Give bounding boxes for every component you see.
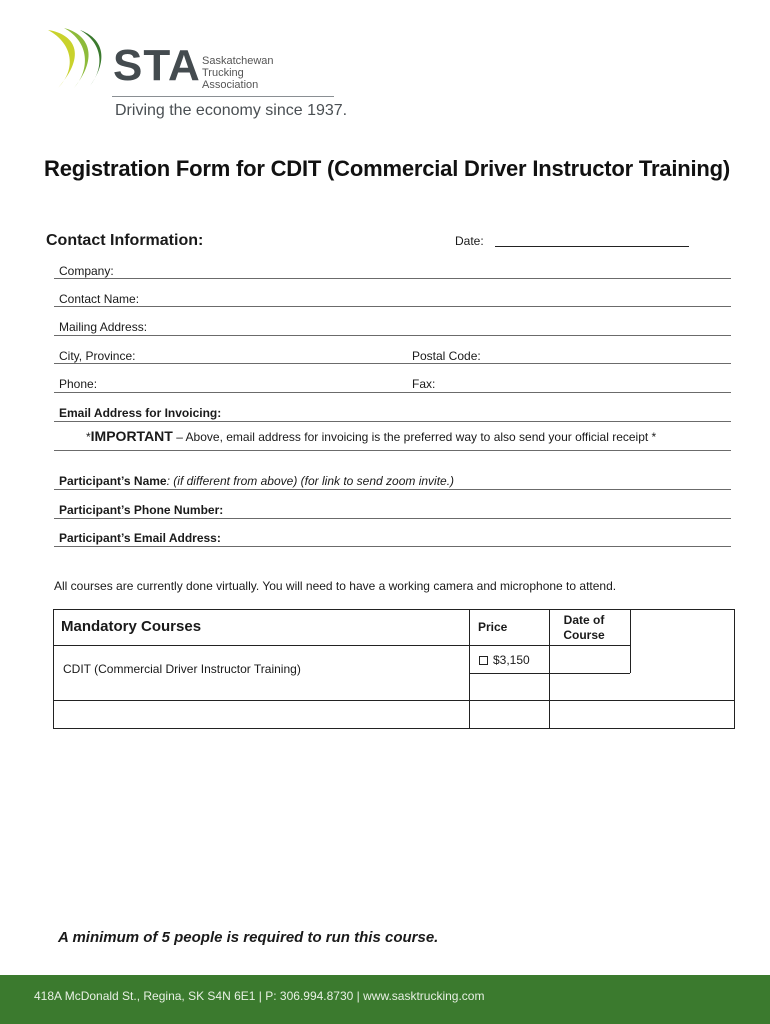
important-note (86, 428, 656, 444)
logo-org-line: Association (202, 79, 259, 91)
table-header-price: Price (478, 620, 508, 634)
minimum-attendance-note: A minimum of 5 people is required to run this course. (58, 929, 439, 946)
table-divider (549, 610, 550, 728)
participant-name-hint: : (if different from above) (for link to send zoom invite.) (166, 474, 455, 488)
phone-label: Phone: (59, 377, 98, 391)
table-header-date-line: Date of (563, 613, 605, 627)
city-province-label: City, Province: (59, 349, 136, 363)
contact-name-field[interactable] (54, 306, 731, 307)
date-field[interactable] (495, 246, 689, 247)
participant-phone-field[interactable] (54, 518, 731, 519)
course-table (53, 609, 735, 729)
page-title: Registration Form for CDIT (Commercial Driver Instructor Training) (44, 156, 731, 181)
important-prefix: * (86, 430, 91, 444)
company-label: Company: (59, 264, 114, 278)
fax-label: Fax: (412, 377, 436, 391)
contact-name-label: Contact Name: (59, 292, 140, 306)
table-divider (469, 610, 470, 728)
city-postal-field[interactable] (54, 363, 731, 364)
important-keyword: IMPORTANT (90, 428, 173, 444)
important-divider (54, 450, 731, 451)
checkbox-icon[interactable] (479, 656, 488, 665)
mailing-address-label: Mailing Address: (59, 320, 148, 334)
date-label: Date: (455, 234, 484, 248)
logo-abbreviation: STA (113, 41, 201, 90)
table-header-courses: Mandatory Courses (61, 618, 202, 635)
email-invoicing-field[interactable] (54, 421, 731, 422)
logo-organization-name (202, 55, 274, 91)
table-divider (630, 610, 631, 673)
table-divider (54, 645, 630, 646)
course-price-value: $3,150 (493, 653, 530, 667)
contact-heading: Contact Information: (46, 232, 204, 249)
logo-org-line: Trucking (202, 67, 244, 79)
footer-contact-text: 418A McDonald St., Regina, SK S4N 6E1 | P: 306.994.8730 | www.sasktrucking.com (34, 989, 485, 1003)
sta-logo-mark-icon (44, 26, 114, 92)
company-field[interactable] (54, 278, 731, 279)
course-price-cell[interactable] (479, 653, 530, 667)
table-header-date-line: Course (563, 628, 605, 642)
date-of-course-cell[interactable] (551, 647, 629, 699)
participant-name-label (59, 474, 454, 488)
phone-fax-field[interactable] (54, 392, 731, 393)
course-name-cell: CDIT (Commercial Driver Instructor Training) (63, 662, 301, 676)
virtual-course-note: All courses are currently done virtually. You will need to have a working camera and microphone to attend. (54, 579, 617, 593)
logo-tagline: Driving the economy since 1937. (115, 102, 348, 119)
participant-phone-label: Participant’s Phone Number: (59, 503, 224, 517)
participant-email-field[interactable] (54, 546, 731, 547)
participant-name-label-text: Participant’s Name (59, 474, 167, 488)
logo-org-line: Saskatchewan (202, 55, 274, 67)
logo-divider (112, 96, 334, 97)
important-text: – Above, email address for invoicing is the preferred way to also send your official receipt * (172, 430, 657, 444)
email-invoicing-label: Email Address for Invoicing: (59, 406, 222, 420)
participant-email-label: Participant’s Email Address: (59, 531, 221, 545)
table-header-date (560, 613, 608, 643)
mailing-address-field[interactable] (54, 335, 731, 336)
postal-code-label: Postal Code: (412, 349, 481, 363)
participant-name-field[interactable] (54, 489, 731, 490)
table-divider (54, 700, 734, 701)
